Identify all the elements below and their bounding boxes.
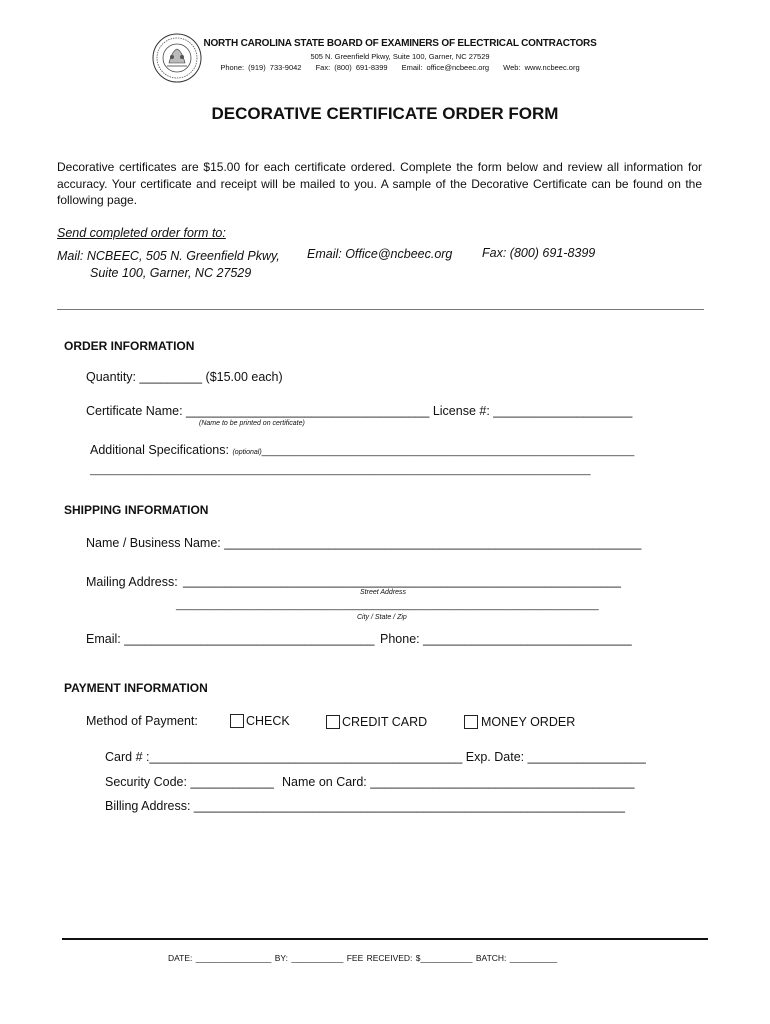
- additional-specs-label: Additional Specifications:: [90, 443, 229, 457]
- org-web: Web: www.ncbeec.org: [503, 63, 580, 72]
- org-address: 505 N. Greenfield Pkwy, Suite 100, Garner, NC 27529: [310, 52, 490, 61]
- additional-specs-optional: (optional): [232, 449, 262, 456]
- check-checkbox[interactable]: [230, 714, 244, 728]
- billing-address-field[interactable]: Billing Address: ______________________________________________________________: [105, 799, 625, 813]
- street-address-hint: Street Address: [360, 589, 407, 596]
- quantity-field[interactable]: Quantity: _________ ($15.00 each): [86, 370, 283, 384]
- business-name-field[interactable]: Name / Business Name: ____________________________________________________________: [86, 536, 642, 550]
- footer-divider: [62, 938, 708, 940]
- payment-heading: PAYMENT INFORMATION: [64, 681, 208, 695]
- mailing-address-label: Mailing Address:: [86, 575, 178, 589]
- send-to-heading: Send completed order form to:: [57, 226, 226, 240]
- org-email: Email: office@ncbeec.org: [401, 63, 490, 72]
- org-fax: Fax: (800) 691-8399: [315, 63, 388, 72]
- name-on-card-field[interactable]: Name on Card: ______________________________________: [282, 775, 635, 789]
- street-address-field[interactable]: _______________________________________________________________: [183, 574, 621, 588]
- mail-address-line2: Suite 100, Garner, NC 27529: [90, 266, 252, 280]
- section-divider: [57, 309, 704, 310]
- send-email: Email: Office@ncbeec.org: [307, 247, 453, 261]
- city-state-zip-field[interactable]: ____________________________________________________________________________: [176, 600, 599, 611]
- additional-specs-field[interactable]: [90, 443, 634, 457]
- city-state-zip-hint: City / State / Zip: [357, 614, 407, 621]
- office-use-footer: DATE: ________________ BY: ___________ FEE RECEIVED: $___________ BATCH: __________: [168, 953, 558, 963]
- credit-card-checkbox[interactable]: [326, 715, 340, 729]
- additional-specs-line1: ___________________________________________________________________: [261, 446, 635, 457]
- money-order-checkbox[interactable]: [464, 715, 478, 729]
- security-code-field[interactable]: Security Code: ____________: [105, 775, 274, 789]
- shipping-email-field[interactable]: Email: ____________________________________: [86, 632, 375, 646]
- page-title: DECORATIVE CERTIFICATE ORDER FORM: [211, 104, 559, 123]
- order-heading: ORDER INFORMATION: [64, 339, 195, 353]
- certificate-name-hint: (Name to be printed on certificate): [199, 420, 305, 427]
- additional-specs-line2[interactable]: __________________________________________________________________________________________: [90, 465, 591, 476]
- mail-address-line1: Mail: NCBEEC, 505 N. Greenfield Pkwy,: [57, 249, 280, 263]
- certificate-name-field[interactable]: Certificate Name: ___________________________________ License #: ____________________: [86, 404, 633, 418]
- shipping-phone-field[interactable]: Phone: ______________________________: [380, 632, 632, 646]
- money-order-label: MONEY ORDER: [481, 715, 576, 729]
- payment-method-label: Method of Payment:: [86, 714, 198, 728]
- credit-card-label: CREDIT CARD: [342, 715, 428, 729]
- shipping-heading: SHIPPING INFORMATION: [64, 503, 209, 517]
- org-phone: Phone: (919) 733-9042: [220, 63, 302, 72]
- intro-paragraph: Decorative certificates are $15.00 for each certificate ordered. Complete the form below and review all information for accuracy. Your certificate and receipt will be mailed to you. A sample of the Decorative Certificate can be found on the following page.: [57, 160, 702, 207]
- org-name: NORTH CAROLINA STATE BOARD OF EXAMINERS OF ELECTRICAL CONTRACTORS: [203, 38, 597, 49]
- send-fax: Fax: (800) 691-8399: [482, 246, 596, 260]
- check-label: CHECK: [246, 714, 290, 728]
- org-contacts: [0, 63, 770, 72]
- card-number-field[interactable]: Card # :_____________________________________________ Exp. Date: _________________: [105, 750, 646, 764]
